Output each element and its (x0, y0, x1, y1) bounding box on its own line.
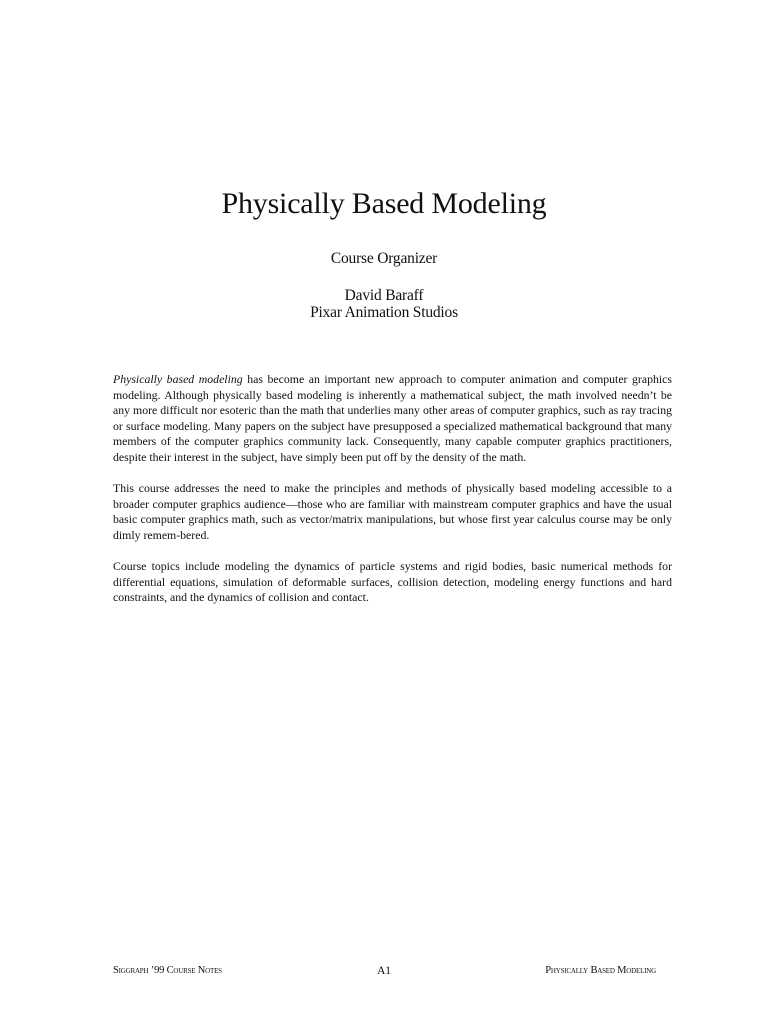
paragraph-intro-emphasis: Physically based modeling (113, 372, 243, 386)
abstract-body (113, 372, 672, 622)
organizer-label: Course Organizer (330, 250, 438, 267)
footer-page-number: A1 (377, 965, 391, 977)
paragraph-intro-text: has become an important new approach to computer animation and computer graphics modeling. Although physically based modeling is inherently a mathematical subject, the math involved needn’t be any more difficult nor esoteric than the math that underlies many other areas of computer graphics, such as ray tracing or surface modeling. Many papers on the subject have presupposed a specialized mathematical background that many members of the computer graphics community lack. Consequently, many capable computer graphics practitioners, despite their interest in the subject, have simply been put off by the density of the math. (113, 372, 672, 464)
author-name: David Baraff (344, 287, 424, 304)
paragraph-audience: This course addresses the need to make the principles and methods of physically based modeling accessible to a broader computer graphics audience—those who are familiar with mainstream computer graphics and have the usual basic computer graphics math, such as vector/matrix manipulations, but whose first year calculus course may be only dimly remem-bered. (113, 481, 672, 542)
document-title: Physically Based Modeling (221, 187, 547, 220)
paragraph-topics: Course topics include modeling the dynamics of particle systems and rigid bodies, basic numerical methods for differential equations, simulation of deformable surfaces, collision detection, modeling energy functions and hard constraints, and the dynamics of collision and contact. (113, 559, 672, 605)
footer-course-notes: Siggraph ’99 Course Notes (113, 965, 222, 976)
author-affiliation: Pixar Animation Studios (310, 304, 458, 321)
paragraph-intro (113, 372, 672, 466)
footer-course-title: Physically Based Modeling (545, 965, 656, 976)
